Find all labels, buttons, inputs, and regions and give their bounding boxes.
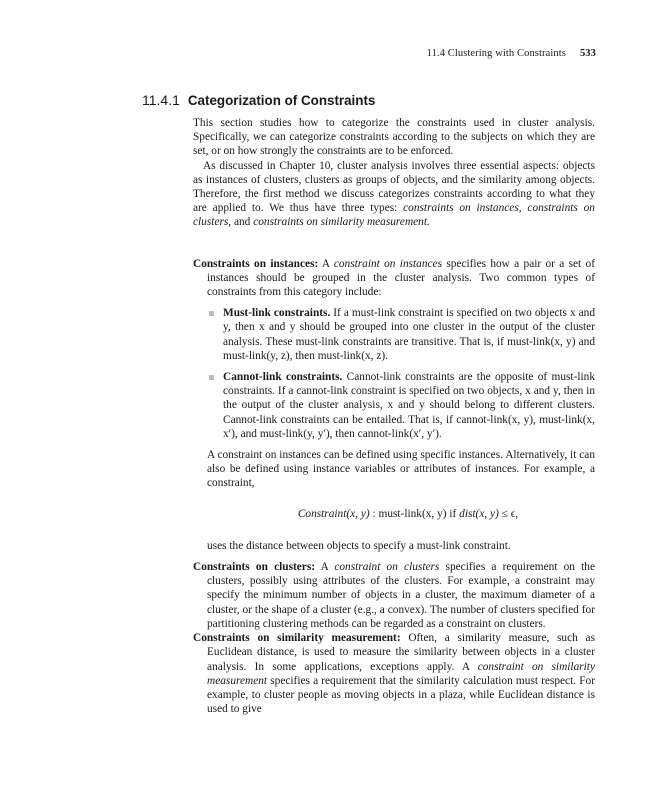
intro-2-italic-1: constraints on instances, constraints on clusters,	[193, 202, 595, 229]
clusters-text-a: A	[315, 561, 335, 574]
section-number: 11.4.1	[142, 92, 180, 108]
similarity-term: Constraints on similarity measurement:	[193, 632, 401, 645]
similarity-text-a: Often, a similarity measure, such as Euclidean distance, is used to measure the similarity between objects in a cluster analysis. In some applications, exceptions apply. A	[207, 632, 595, 673]
body-text	[193, 116, 595, 716]
intro-paragraph-2	[193, 159, 595, 230]
instances-follow-paragraph: A constraint on instances can be defined using specific instances. Alternatively, it can also be defined using instance variables or attributes of instances. For example, a constraint,	[207, 449, 595, 490]
bullet-text: Cannot-link constraints are the opposite of must-link constraints. If a cannot-link constraint is specified on two objects, x and y, then in the output of the cluster analysis, x and y should belong to different clusters. Cannot-link constraints can be entailed. That is, if cannot-link(x, y), must-link(x, x′), and must-link(y, y′), then cannot-link(x′, y′).	[223, 371, 595, 440]
intro-2-italic-2: constraints on similarity measurement.	[253, 216, 430, 229]
running-title: 11.4 Clustering with Constraints	[426, 48, 566, 59]
bullet-text: If a must-link constraint is specified on two objects x and y, then x and y should be grouped into one cluster in the output of the cluster analysis. These must-link constraints are transitive. That is, if must-link(x, y) and must-link(y, z), then must-link(x, z).	[223, 307, 595, 362]
formula-lhs: Constraint(x, y)	[297, 507, 370, 520]
formula-rhs: : must-link(x, y) if	[369, 507, 460, 520]
clusters-text-c: specifies a requirement on the clusters, possibly using attributes of the clusters. For example, a constraint may specify the minimum number of objects in a cluster, the maximum diameter of a cluster, or the shape of a cluster (e.g., a convex). The number of clusters specified for partitioning clustering methods can be regarded as a constraint on clusters.	[207, 561, 596, 630]
bullet-must-link	[207, 306, 595, 363]
section-heading	[142, 92, 375, 108]
formula	[207, 507, 595, 521]
constraints-on-clusters-paragraph	[193, 560, 595, 631]
similarity-text-c: specifies a requirement that the similarity calculation must respect. For example, to cluster people as moving objects in a plaza, while Euclidean distance is used to give	[207, 674, 595, 716]
clusters-italic: constraint on clusters	[334, 561, 440, 574]
formula-condition: dist(x, y)	[459, 507, 499, 520]
similarity-italic: constraint on similarity measurement	[207, 660, 595, 687]
constraints-on-instances-paragraph	[193, 257, 595, 300]
formula-follow-paragraph: uses the distance between objects to specify a must-link constraint.	[207, 539, 511, 552]
bullet-term: Must-link constraints.	[223, 307, 331, 320]
constraints-on-similarity-paragraph	[193, 631, 595, 716]
intro-paragraph-1: This section studies how to categorize the constraints used in cluster analysis. Specifically, we can categorize constraints according to the subjects on which they are set, or on how strongly the constraints are to be enforced.	[193, 117, 595, 158]
clusters-term: Constraints on clusters:	[193, 561, 316, 574]
instances-term: Constraints on instances:	[193, 257, 319, 270]
instances-text-a: A	[318, 257, 334, 270]
instances-italic: constraint on instances	[333, 257, 443, 270]
bullet-cannot-link	[207, 370, 595, 441]
section-title: Categorization of Constraints	[187, 93, 376, 108]
formula-tail: ≤ ϵ,	[498, 507, 519, 520]
intro-2-and: and	[231, 216, 254, 229]
page-number: 533	[579, 48, 596, 59]
running-header	[427, 48, 596, 59]
bullet-square-icon	[209, 375, 214, 380]
bullet-term: Cannot-link constraints.	[223, 371, 343, 384]
bullet-square-icon	[209, 311, 214, 316]
intro-2-text: As discussed in Chapter 10, cluster analysis involves three essential aspects: objects as instances of clusters, clusters as groups of objects, and the similarity among objects. Therefore, the first method we discuss categorizes constraints according to what they are applied to. We thus have three types:	[193, 159, 595, 215]
instances-text-c: specifies how a pair or a set of instances should be grouped in the cluster analysis. Two common types of constraints from this category include:	[207, 257, 595, 299]
